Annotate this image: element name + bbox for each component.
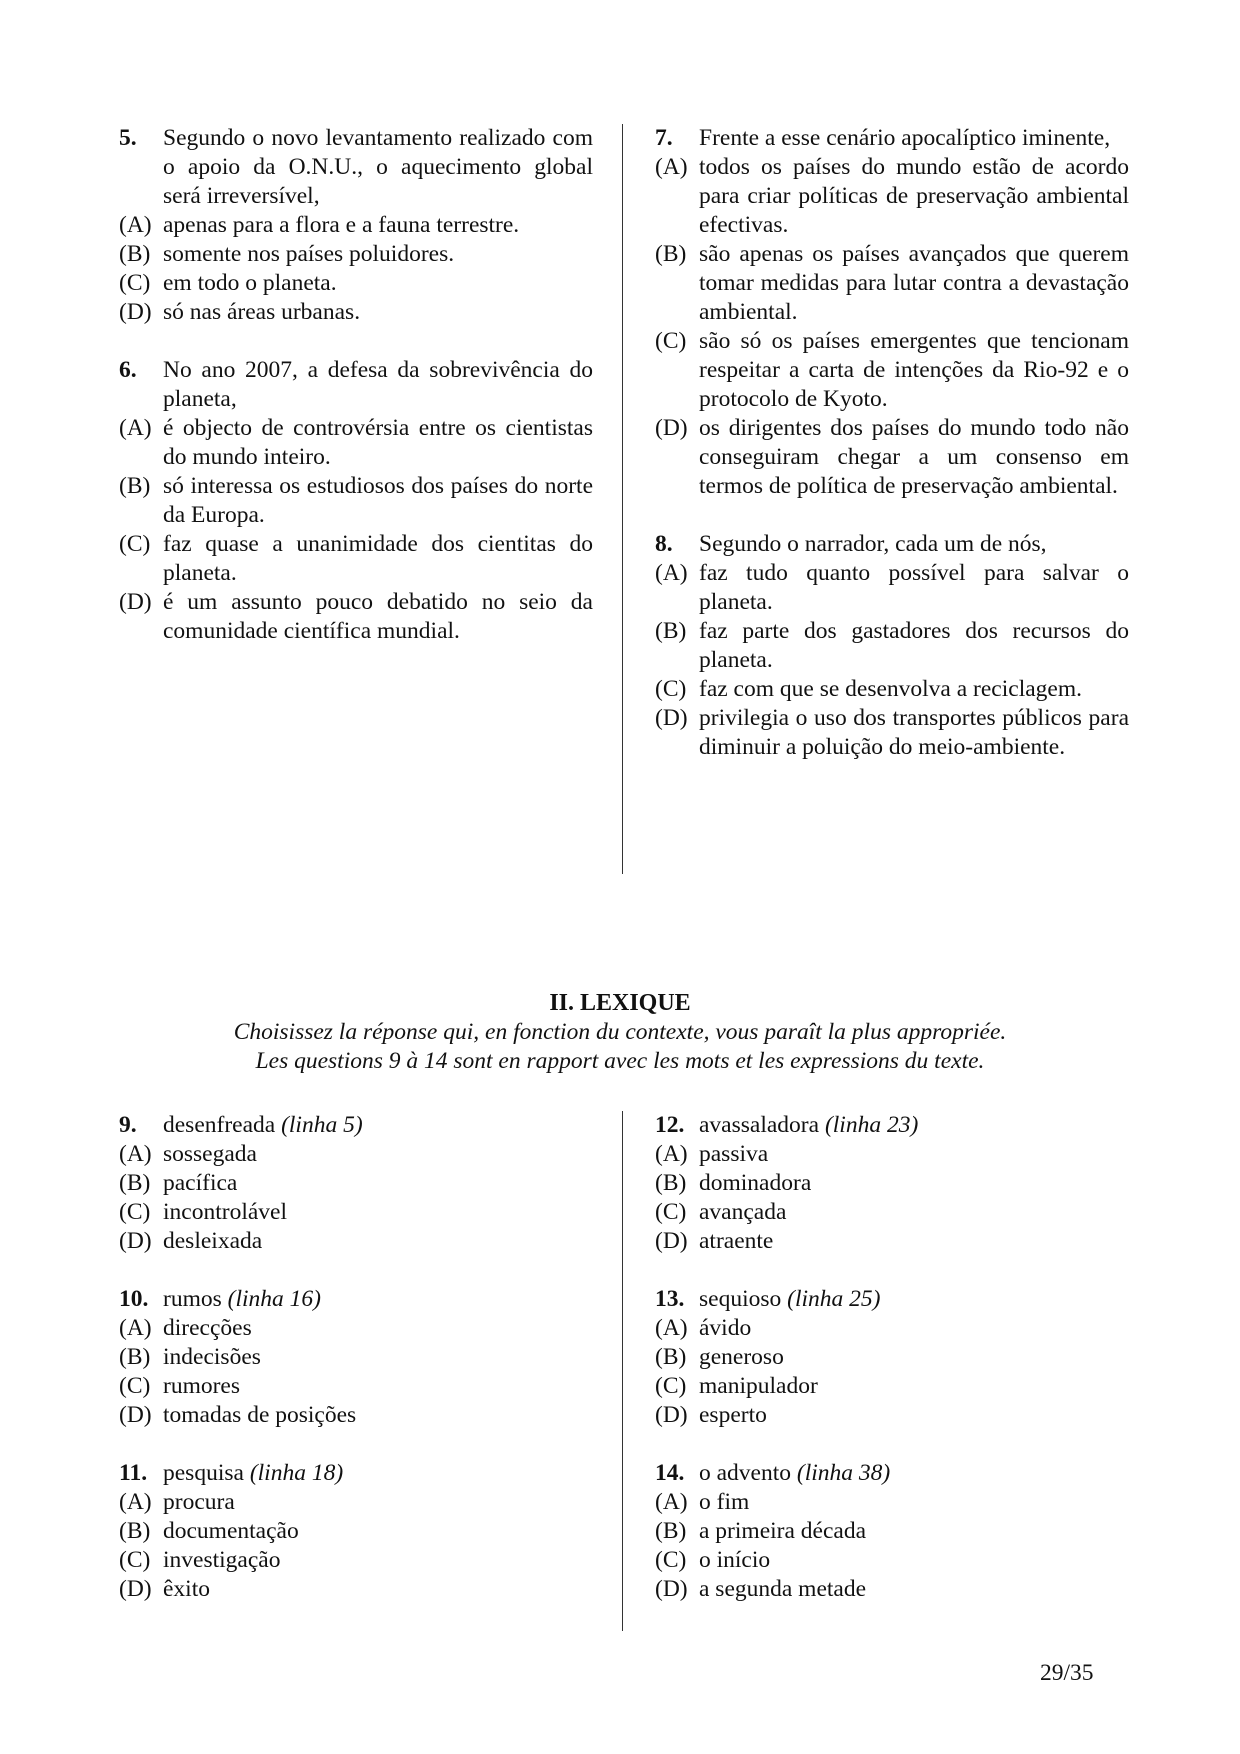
question-stem	[119, 1459, 593, 1488]
term-word: sequioso	[699, 1286, 782, 1312]
question-text: Segundo o narrador, cada um de nós,	[699, 531, 1047, 557]
option-b	[119, 1169, 593, 1198]
question-7	[655, 124, 1129, 501]
section-header	[0, 989, 1240, 1076]
option-text: passiva	[699, 1141, 769, 1167]
option-label: (A)	[119, 1315, 152, 1341]
option-label: (C)	[655, 1547, 687, 1573]
option-text: dominadora	[699, 1170, 812, 1196]
question-term	[699, 1459, 1129, 1488]
option-label: (D)	[655, 1402, 688, 1428]
option-a	[655, 1314, 1129, 1343]
option-label: (A)	[655, 1489, 688, 1515]
option-text: a primeira década	[699, 1518, 867, 1544]
option-label: (B)	[655, 1518, 687, 1544]
question-number: 7.	[655, 125, 673, 151]
term-word: desenfreada	[163, 1112, 276, 1138]
option-text: faz parte dos gastadores dos recursos do planeta.	[699, 618, 1129, 673]
option-text: documentação	[163, 1518, 299, 1544]
option-label: (B)	[119, 1518, 151, 1544]
option-label: (D)	[119, 299, 152, 325]
term-line-ref: (linha 23)	[824, 1112, 919, 1138]
question-13	[655, 1285, 1129, 1430]
term-line-ref: (linha 38)	[796, 1460, 891, 1486]
column-divider-top	[622, 124, 623, 874]
option-text: incontrolável	[163, 1199, 287, 1225]
option-c	[119, 1372, 593, 1401]
question-stem	[655, 1111, 1129, 1140]
option-d	[655, 1575, 1129, 1604]
option-c	[655, 675, 1129, 704]
option-c	[119, 1546, 593, 1575]
term-line-ref: (linha 18)	[249, 1460, 344, 1486]
section-instruction-1: Choisissez la réponse qui, en fonction du contexte, vous paraît la plus appropriée.	[233, 1019, 1007, 1045]
question-text: Segundo o novo levantamento realizado com o apoio da O.N.U., o aquecimento global será irreversível,	[163, 125, 593, 209]
option-text: os dirigentes dos países do mundo todo não conseguiram chegar a um consenso em termos de política de preservação ambiental.	[699, 415, 1129, 499]
option-a	[655, 153, 1129, 240]
option-text: são apenas os países avançados que querem tomar medidas para lutar contra a devastação ambiental.	[699, 241, 1129, 325]
question-number: 12.	[655, 1112, 685, 1138]
question-term	[163, 1285, 593, 1314]
option-a	[119, 211, 593, 240]
option-label: (D)	[655, 1228, 688, 1254]
question-12	[655, 1111, 1129, 1256]
option-label: (D)	[119, 1576, 152, 1602]
option-label: (C)	[119, 270, 151, 296]
section-instruction-2: Les questions 9 à 14 sont en rapport avec les mots et les expressions du texte.	[255, 1048, 985, 1074]
option-label: (A)	[655, 560, 688, 586]
option-text: em todo o planeta.	[163, 270, 337, 296]
option-b	[119, 472, 593, 530]
question-6	[119, 356, 593, 646]
term-line-ref: (linha 5)	[281, 1112, 363, 1138]
option-label: (B)	[655, 618, 687, 644]
option-label: (B)	[119, 1170, 151, 1196]
option-b	[655, 1517, 1129, 1546]
option-label: (B)	[655, 1344, 687, 1370]
option-a	[119, 1488, 593, 1517]
question-stem	[655, 124, 1129, 153]
question-column-left-top	[119, 124, 593, 675]
option-text: são só os países emergentes que tencionam respeitar a carta de intenções da Rio-92 e o protocolo de Kyoto.	[699, 328, 1129, 412]
option-text: investigação	[163, 1547, 281, 1573]
option-text: o fim	[699, 1489, 750, 1515]
question-5	[119, 124, 593, 327]
question-stem	[119, 124, 593, 211]
term-word: avassaladora	[699, 1112, 820, 1138]
option-text: avançada	[699, 1199, 787, 1225]
question-stem	[655, 1285, 1129, 1314]
option-b	[655, 240, 1129, 327]
option-text: atraente	[699, 1228, 774, 1254]
option-label: (B)	[119, 473, 151, 499]
question-8	[655, 530, 1129, 762]
question-stem	[119, 1285, 593, 1314]
option-text: procura	[163, 1489, 235, 1515]
option-c	[119, 1198, 593, 1227]
term-word: pesquisa	[163, 1460, 244, 1486]
option-text: êxito	[163, 1576, 210, 1602]
question-number: 14.	[655, 1460, 685, 1486]
option-a	[655, 1488, 1129, 1517]
option-label: (A)	[119, 212, 152, 238]
option-label: (C)	[119, 1547, 151, 1573]
option-text: o início	[699, 1547, 771, 1573]
question-number: 10.	[119, 1286, 149, 1312]
option-b	[119, 1343, 593, 1372]
question-number: 5.	[119, 125, 137, 151]
option-label: (C)	[119, 1199, 151, 1225]
question-term	[699, 1285, 1129, 1314]
option-text: manipulador	[699, 1373, 818, 1399]
option-b	[655, 1169, 1129, 1198]
option-text: a segunda metade	[699, 1576, 867, 1602]
page-number: 29/35	[1040, 1660, 1094, 1686]
question-term	[699, 1111, 1129, 1140]
question-text: No ano 2007, a defesa da sobrevivência do planeta,	[163, 357, 593, 412]
option-label: (D)	[119, 589, 152, 615]
question-column-right-top	[655, 124, 1129, 791]
option-text: sossegada	[163, 1141, 257, 1167]
option-label: (B)	[119, 1344, 151, 1370]
question-14	[655, 1459, 1129, 1604]
question-column-left-bottom	[119, 1111, 593, 1633]
term-word: rumos	[163, 1286, 222, 1312]
section-title: II. LEXIQUE	[549, 990, 691, 1016]
option-text: apenas para a flora e a fauna terrestre.	[163, 212, 520, 238]
option-c	[119, 269, 593, 298]
question-9	[119, 1111, 593, 1256]
term-line-ref: (linha 25)	[787, 1286, 881, 1312]
question-11	[119, 1459, 593, 1604]
option-a	[119, 1314, 593, 1343]
option-label: (C)	[655, 676, 687, 702]
option-label: (C)	[655, 1199, 687, 1225]
option-text: generoso	[699, 1344, 784, 1370]
option-text: pacífica	[163, 1170, 238, 1196]
option-d	[119, 588, 593, 646]
option-d	[655, 414, 1129, 501]
question-term	[163, 1111, 593, 1140]
option-label: (A)	[655, 154, 688, 180]
option-d	[119, 1575, 593, 1604]
option-text: direcções	[163, 1315, 252, 1341]
option-label: (A)	[119, 1489, 152, 1515]
option-b	[119, 1517, 593, 1546]
question-stem	[119, 1111, 593, 1140]
option-text: somente nos países poluidores.	[163, 241, 455, 267]
option-label: (D)	[655, 1576, 688, 1602]
option-d	[655, 704, 1129, 762]
question-number: 8.	[655, 531, 673, 557]
option-label: (B)	[119, 241, 151, 267]
option-b	[119, 240, 593, 269]
option-a	[655, 559, 1129, 617]
option-text: faz com que se desenvolva a reciclagem.	[699, 676, 1082, 702]
option-c	[119, 530, 593, 588]
question-stem	[655, 1459, 1129, 1488]
option-label: (C)	[119, 1373, 151, 1399]
option-d	[119, 1401, 593, 1430]
option-b	[655, 617, 1129, 675]
question-term	[163, 1459, 593, 1488]
option-text: é um assunto pouco debatido no seio da comunidade científica mundial.	[163, 589, 593, 644]
option-label: (A)	[655, 1315, 688, 1341]
term-line-ref: (linha 16)	[227, 1286, 321, 1312]
option-c	[655, 1198, 1129, 1227]
question-number: 11.	[119, 1460, 148, 1486]
question-text: Frente a esse cenário apocalíptico iminente,	[699, 125, 1111, 151]
term-word: o advento	[699, 1460, 792, 1486]
option-a	[119, 414, 593, 472]
option-b	[655, 1343, 1129, 1372]
option-text: é objecto de controvérsia entre os cientistas do mundo inteiro.	[163, 415, 593, 470]
question-stem	[655, 530, 1129, 559]
question-column-right-bottom	[655, 1111, 1129, 1633]
option-label: (B)	[655, 241, 687, 267]
option-label: (A)	[655, 1141, 688, 1167]
option-d	[119, 298, 593, 327]
option-label: (D)	[655, 415, 688, 441]
option-text: faz quase a unanimidade dos cientitas do planeta.	[163, 531, 593, 586]
option-label: (D)	[119, 1402, 152, 1428]
option-a	[655, 1140, 1129, 1169]
question-stem	[119, 356, 593, 414]
option-text: só interessa os estudiosos dos países do norte da Europa.	[163, 473, 593, 528]
option-label: (B)	[655, 1170, 687, 1196]
option-text: privilegia o uso dos transportes públicos para diminuir a poluição do meio-ambiente.	[699, 705, 1129, 760]
option-text: todos os países do mundo estão de acordo para criar políticas de preservação ambiental efectivas.	[699, 154, 1129, 238]
option-label: (A)	[119, 1141, 152, 1167]
option-label: (D)	[655, 705, 688, 731]
option-d	[655, 1401, 1129, 1430]
option-text: esperto	[699, 1402, 767, 1428]
question-number: 13.	[655, 1286, 685, 1312]
option-text: indecisões	[163, 1344, 261, 1370]
option-text: ávido	[699, 1315, 752, 1341]
option-c	[655, 1546, 1129, 1575]
option-label: (C)	[655, 1373, 687, 1399]
option-c	[655, 327, 1129, 414]
option-label: (A)	[119, 415, 152, 441]
option-label: (C)	[655, 328, 687, 354]
option-text: só nas áreas urbanas.	[163, 299, 361, 325]
option-d	[655, 1227, 1129, 1256]
option-d	[119, 1227, 593, 1256]
option-a	[119, 1140, 593, 1169]
option-text: desleixada	[163, 1228, 263, 1254]
option-text: faz tudo quanto possível para salvar o planeta.	[699, 560, 1129, 615]
option-label: (D)	[119, 1228, 152, 1254]
option-label: (C)	[119, 531, 151, 557]
option-c	[655, 1372, 1129, 1401]
question-number: 6.	[119, 357, 137, 383]
question-number: 9.	[119, 1112, 137, 1138]
option-text: rumores	[163, 1373, 241, 1399]
option-text: tomadas de posições	[163, 1402, 357, 1428]
column-divider-bottom	[622, 1111, 623, 1631]
question-10	[119, 1285, 593, 1430]
